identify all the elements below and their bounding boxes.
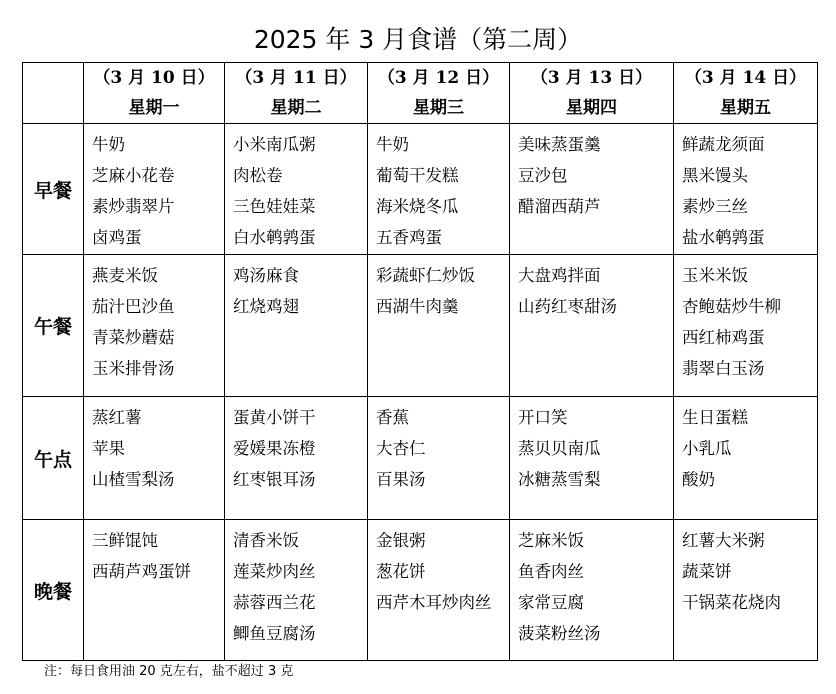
- dish-item: 苹果: [92, 439, 125, 458]
- dish-item: 三色娃娃菜: [233, 197, 316, 216]
- day-header: [368, 63, 510, 124]
- dish-item: 爱媛果冻橙: [233, 439, 316, 458]
- dish-item: 鲫鱼豆腐汤: [233, 624, 316, 643]
- dish-item: 山楂雪梨汤: [92, 470, 175, 489]
- dish-item: 醋溜西葫芦: [518, 197, 601, 216]
- corner-cell: [23, 63, 84, 124]
- dish-item: 西红柿鸡蛋: [682, 328, 765, 347]
- dish-item: 金银粥: [376, 531, 426, 550]
- dish-item: 小乳瓜: [682, 439, 732, 458]
- dish-item: 鱼香肉丝: [518, 562, 584, 581]
- menu-cell: [674, 520, 818, 661]
- dish-item: 西葫芦鸡蛋饼: [92, 562, 191, 581]
- menu-cell: [225, 124, 368, 255]
- meal-row: [23, 520, 818, 661]
- menu-cell: [84, 397, 225, 520]
- dish-item: 卤鸡蛋: [92, 228, 142, 247]
- dish-item: 美味蒸蛋羹: [518, 135, 601, 154]
- day-header: [510, 63, 674, 124]
- menu-table: [22, 62, 818, 661]
- menu-cell: [225, 397, 368, 520]
- dish-item: 鲜蔬龙须面: [682, 135, 765, 154]
- dish-item: 蒜蓉西兰花: [233, 593, 316, 612]
- menu-cell: [84, 520, 225, 661]
- menu-cell: [674, 124, 818, 255]
- dish-list: [510, 124, 673, 222]
- dish-list: [84, 124, 224, 253]
- dish-item: 素炒翡翠片: [92, 197, 175, 216]
- dish-item: 玉米米饭: [682, 266, 748, 285]
- dish-item: 翡翠白玉汤: [682, 359, 765, 378]
- dish-item: 山药红枣甜汤: [518, 297, 617, 316]
- dish-item: 香蕉: [376, 408, 409, 427]
- meal-label: 午餐: [23, 255, 84, 397]
- dish-item: 葡萄干发糕: [376, 166, 459, 185]
- dish-item: 芝麻小花卷: [92, 166, 175, 185]
- dish-item: 肉松卷: [233, 166, 283, 185]
- menu-cell: [674, 397, 818, 520]
- menu-cell: [368, 520, 510, 661]
- dish-item: 红枣银耳汤: [233, 470, 316, 489]
- menu-cell: [225, 255, 368, 397]
- dish-list: [368, 255, 509, 322]
- day-date: （3 月 13 日）: [530, 68, 653, 88]
- dish-item: 海米烧冬瓜: [376, 197, 459, 216]
- dish-item: 三鲜馄饨: [92, 531, 158, 550]
- dish-item: 茄汁巴沙鱼: [92, 297, 175, 316]
- day-header: [225, 63, 368, 124]
- footnote: 注：每日食用油 20 克左右，盐不超过 3 克: [44, 664, 294, 679]
- dish-list: [84, 255, 224, 384]
- dish-item: 西湖牛肉羹: [376, 297, 459, 316]
- header-row: [23, 63, 818, 124]
- dish-list: [674, 397, 817, 495]
- dish-item: 酸奶: [682, 470, 715, 489]
- day-weekday: 星期四: [566, 98, 617, 118]
- day-date: （3 月 11 日）: [235, 68, 357, 88]
- dish-item: 开口笑: [518, 408, 568, 427]
- dish-item: 红烧鸡翅: [233, 297, 299, 316]
- meal-label: 早餐: [23, 124, 84, 255]
- meal-row: [23, 124, 818, 255]
- dish-item: 干锅菜花烧肉: [682, 593, 781, 612]
- dish-item: 蔬菜饼: [682, 562, 732, 581]
- meal-row: [23, 397, 818, 520]
- day-weekday: 星期一: [128, 98, 180, 118]
- menu-cell: [510, 255, 674, 397]
- dish-list: [225, 255, 367, 322]
- dish-list: [225, 520, 367, 649]
- dish-item: 蒸贝贝南瓜: [518, 439, 601, 458]
- day-weekday: 星期二: [270, 98, 322, 118]
- day-date: （3 月 14 日）: [684, 68, 807, 88]
- dish-item: 清香米饭: [233, 531, 299, 550]
- menu-cell: [510, 397, 674, 520]
- dish-item: 莲菜炒肉丝: [233, 562, 316, 581]
- day-header: [84, 63, 225, 124]
- dish-item: 盐水鹌鹑蛋: [682, 228, 765, 247]
- dish-item: 葱花饼: [376, 562, 426, 581]
- dish-list: [674, 520, 817, 618]
- page-title: 2025 年 3 月食谱（第二周）: [253, 25, 583, 54]
- dish-item: 牛奶: [92, 135, 125, 154]
- dish-item: 白水鹌鹑蛋: [233, 228, 316, 247]
- menu-cell: [510, 124, 674, 255]
- dish-list: [674, 255, 817, 384]
- dish-list: [510, 255, 673, 322]
- dish-item: 杏鲍菇炒牛柳: [682, 297, 781, 316]
- dish-list: [510, 520, 673, 649]
- dish-item: 西芹木耳炒肉丝: [376, 593, 492, 612]
- dish-item: 红薯大米粥: [682, 531, 765, 550]
- meal-row: [23, 255, 818, 397]
- dish-list: [368, 520, 509, 618]
- menu-cell: [674, 255, 818, 397]
- dish-item: 豆沙包: [518, 166, 568, 185]
- meal-label: 晚餐: [23, 520, 84, 661]
- day-date: （3 月 12 日）: [377, 68, 500, 88]
- menu-cell: [225, 520, 368, 661]
- meal-label: 午点: [23, 397, 84, 520]
- dish-item: 冰糖蒸雪梨: [518, 470, 601, 489]
- dish-list: [674, 124, 817, 253]
- dish-item: 家常豆腐: [518, 593, 584, 612]
- day-weekday: 星期五: [720, 98, 771, 118]
- dish-list: [225, 124, 367, 253]
- dish-list: [510, 397, 673, 495]
- dish-item: 黑米馒头: [682, 166, 748, 185]
- dish-item: 燕麦米饭: [92, 266, 158, 285]
- dish-list: [368, 397, 509, 495]
- dish-item: 玉米排骨汤: [92, 359, 175, 378]
- dish-item: 大杏仁: [376, 439, 426, 458]
- dish-list: [225, 397, 367, 495]
- menu-cell: [368, 124, 510, 255]
- dish-list: [84, 520, 224, 587]
- dish-item: 芝麻米饭: [518, 531, 584, 550]
- dish-item: 小米南瓜粥: [233, 135, 316, 154]
- menu-cell: [510, 520, 674, 661]
- dish-list: [84, 397, 224, 495]
- menu-cell: [368, 255, 510, 397]
- dish-item: 素炒三丝: [682, 197, 748, 216]
- menu-cell: [84, 255, 225, 397]
- menu-cell: [84, 124, 225, 255]
- dish-item: 彩蔬虾仁炒饭: [376, 266, 475, 285]
- dish-item: 鸡汤麻食: [233, 266, 299, 285]
- dish-item: 百果汤: [376, 470, 426, 489]
- dish-item: 牛奶: [376, 135, 409, 154]
- menu-cell: [368, 397, 510, 520]
- dish-item: 蛋黄小饼干: [233, 408, 316, 427]
- dish-item: 青菜炒蘑菇: [92, 328, 175, 347]
- day-date: （3 月 10 日）: [93, 68, 215, 88]
- dish-item: 菠菜粉丝汤: [518, 624, 601, 643]
- day-header: [674, 63, 818, 124]
- dish-item: 生日蛋糕: [682, 408, 748, 427]
- dish-item: 大盘鸡拌面: [518, 266, 601, 285]
- dish-item: 五香鸡蛋: [376, 228, 442, 247]
- dish-item: 蒸红薯: [92, 408, 142, 427]
- dish-list: [368, 124, 509, 253]
- day-weekday: 星期三: [413, 98, 464, 118]
